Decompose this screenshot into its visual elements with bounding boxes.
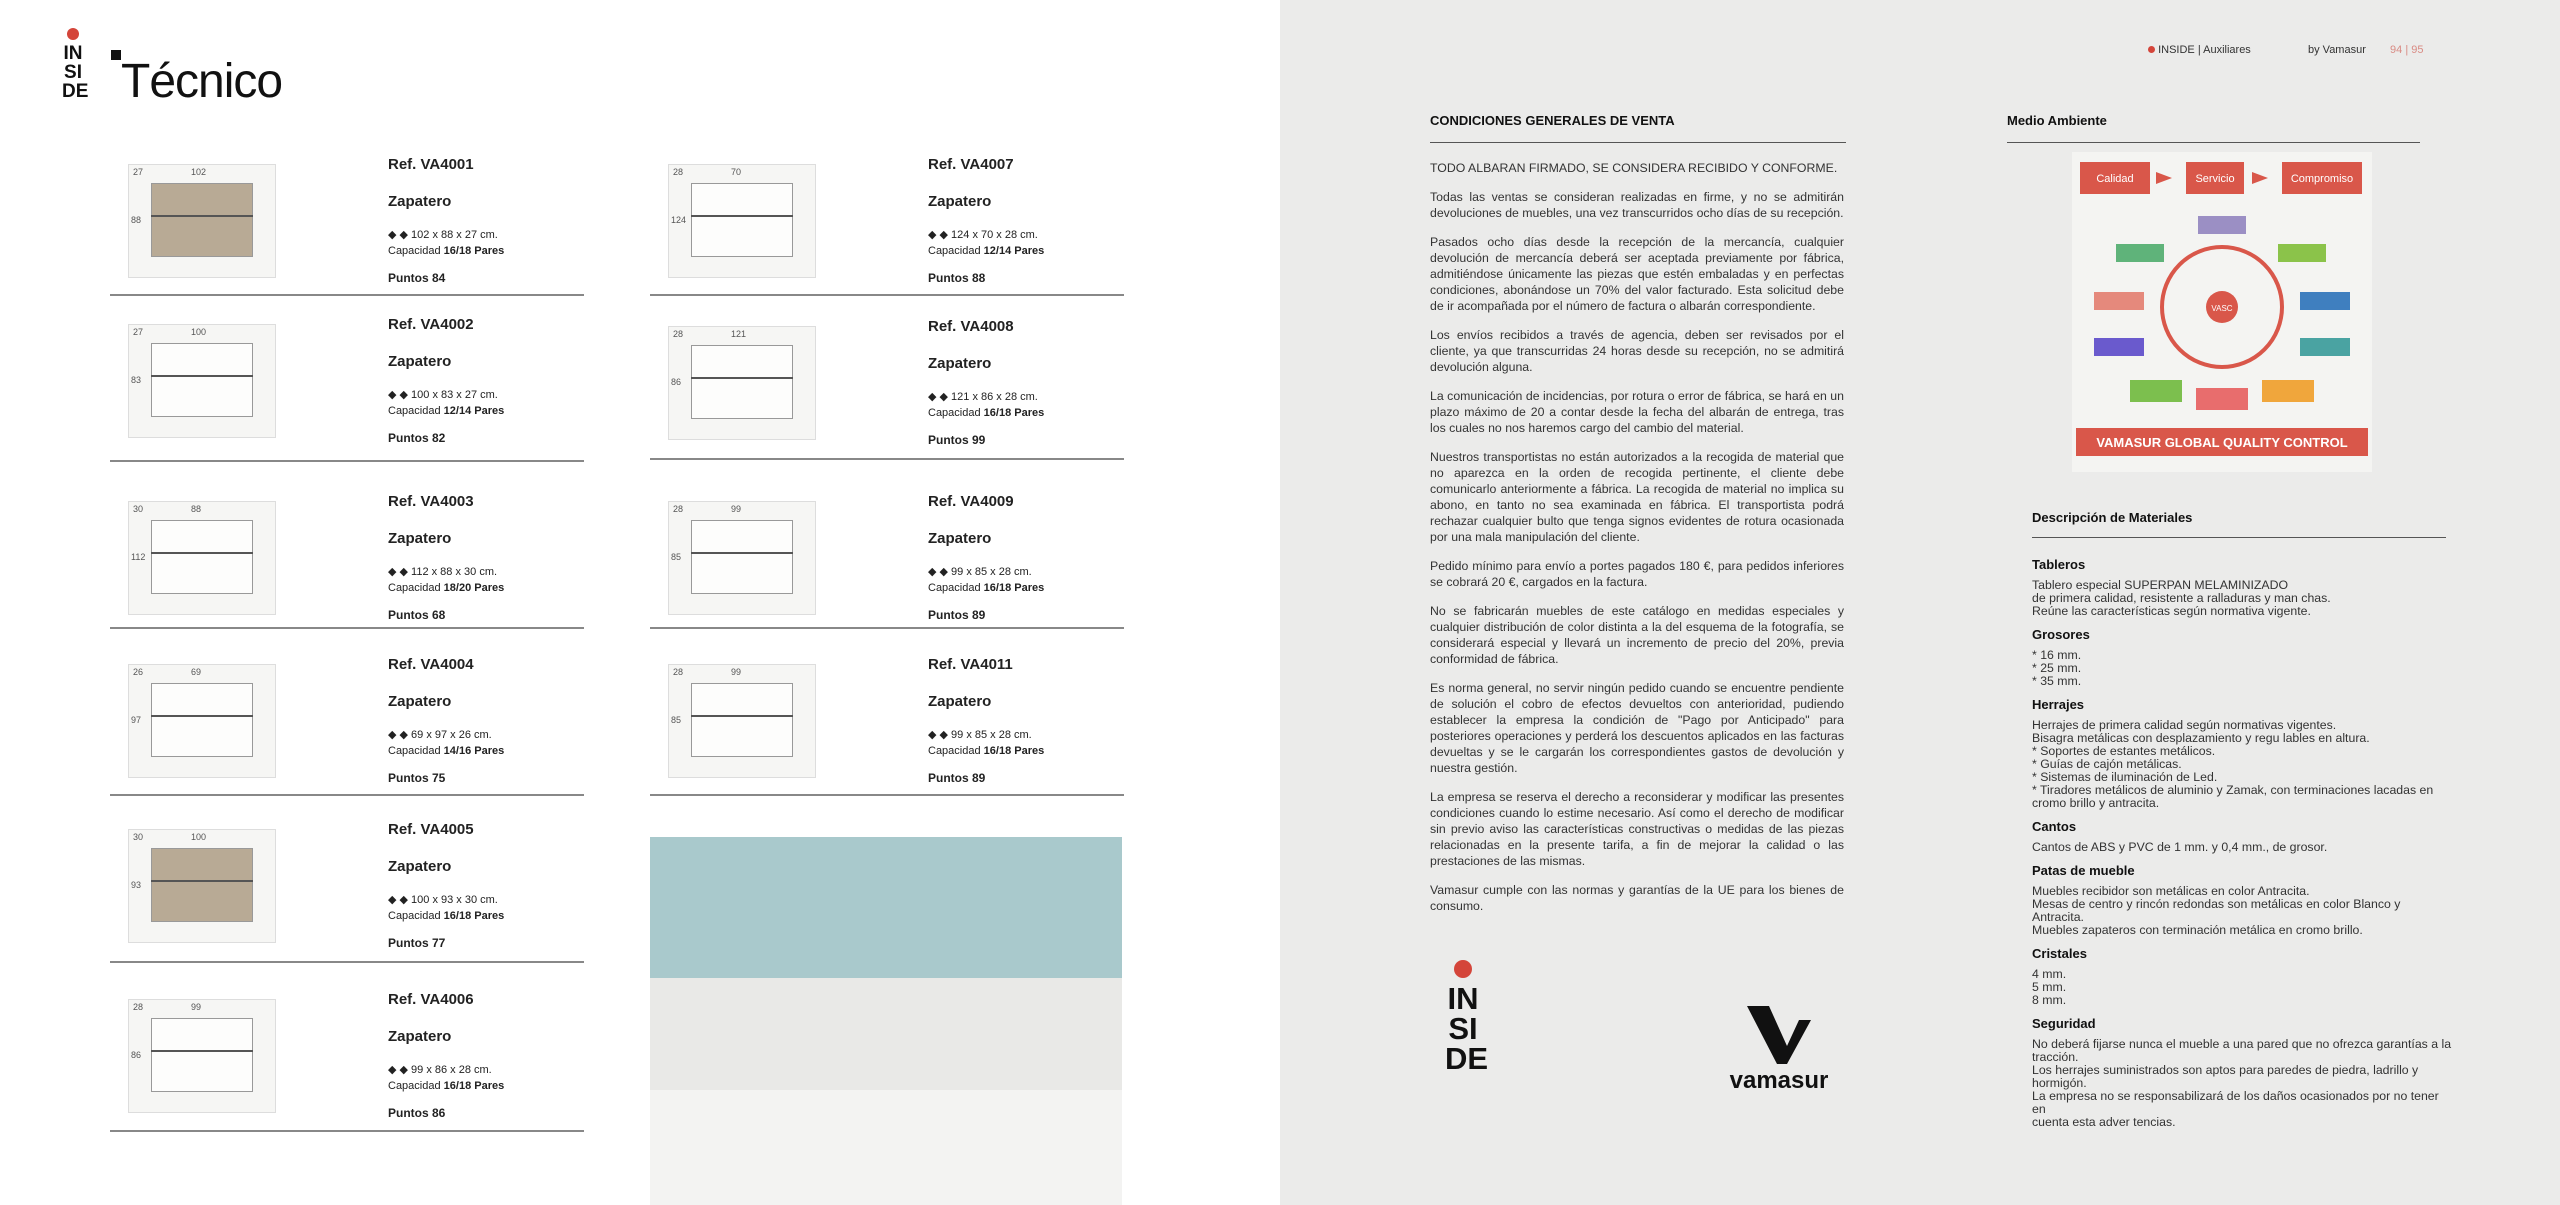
product-ref: Ref. VA4001 — [388, 156, 474, 173]
material-heading: Seguridad — [2032, 1016, 2096, 1031]
product-capacity: Capacidad 16/18 Pares — [928, 745, 1045, 757]
material-heading: Grosores — [2032, 627, 2090, 642]
dimensions-icon: ◆ ◆ — [388, 894, 412, 906]
page-numbers: 94 | 95 — [2390, 44, 2424, 56]
material-text: Tablero especial SUPERPAN MELAMINIZADO de primera calidad, resistente a ralladuras y man chas. Reúne las características según normativa vigente. — [2032, 578, 2331, 618]
height-label: 83 — [131, 375, 142, 385]
product-info — [388, 493, 504, 622]
product-dimensions: ◆ ◆ 99 x 86 x 28 cm. — [388, 1064, 492, 1076]
product-ref: Ref. VA4007 — [928, 156, 1014, 173]
condition-paragraph: TODO ALBARAN FIRMADO, SE CONSIDERA RECIBIDO Y CONFORME. — [1430, 161, 1838, 175]
product-type: Zapatero — [388, 353, 452, 370]
material-text: Herrajes de primera calidad según normativas vigentes. Bisagra metálicas con desplazamiento y regu lables en altura. * Soportes de estantes metálicos. * Guías de cajón metálicas. * Sistemas de iluminación de Led. * Tiradores metálicos de aluminio y Zamak, con terminaciones lacadas en cromo brillo y antracita. — [2032, 718, 2434, 810]
width-label: 102 — [191, 167, 207, 177]
width-label: 121 — [731, 329, 747, 339]
width-label: 69 — [191, 667, 202, 677]
depth-label: 28 — [673, 667, 684, 677]
product-card — [110, 815, 584, 963]
product-card — [110, 487, 584, 629]
product-card — [110, 650, 584, 796]
product-ref: Ref. VA4011 — [928, 656, 1013, 673]
product-points: Puntos 84 — [388, 271, 446, 285]
cabinet-drawing — [151, 1018, 253, 1092]
product-capacity: Capacidad 16/18 Pares — [928, 582, 1045, 594]
logo-dot-icon — [1454, 960, 1472, 978]
condition-paragraph: No se fabricarán muebles de este catálogo en medidas especiales y cualquier distribución de color distinta a la del esquema de la fotografía, se considerará especial y llevará un incremento de precio del 20%, previa conformidad de fábrica. — [1430, 604, 1844, 666]
condition-paragraph: Es norma general, no servir ningún pedido cuando se encuentre pendiente de solución el cobro de efectos devueltos con anterioridad, pudiendo establecer la empresa la condición de "Pago por Anticipado" para posteriores operaciones y perderá los descuentos aplicados en las facturas devueltas y se le cargarán los correspondientes gastos de devolución y nuestra gestión. — [1430, 681, 1844, 775]
svg-text:VAMASUR GLOBAL QUALITY CONTROL: VAMASUR GLOBAL QUALITY CONTROL — [2096, 435, 2348, 450]
product-points: Puntos 88 — [928, 271, 986, 285]
dimensions-icon: ◆ ◆ — [388, 229, 412, 241]
width-label: 88 — [191, 504, 202, 514]
swatch-blue — [650, 837, 1122, 978]
page-title: Técnico — [121, 55, 283, 108]
depth-label: 26 — [133, 667, 144, 677]
svg-text:Calidad: Calidad — [2096, 173, 2134, 185]
logo-dot-icon — [67, 28, 79, 40]
product-capacity: Capacidad 18/20 Pares — [388, 582, 505, 594]
environment-title: Medio Ambiente — [2007, 113, 2107, 128]
vamasur-logo: vamasur — [1714, 1006, 1844, 1095]
condition-paragraph: Todas las ventas se consideran realizadas en firme, y no se admitirán devoluciones de muebles, una vez transcurridos ocho días de su recepción. — [1430, 190, 1844, 220]
condition-paragraph: Pedido mínimo para envío a portes pagados 180 €, para pedidos inferiores se cobrará 20 €, cargados en la factura. — [1430, 559, 1844, 589]
condition-paragraph: Vamasur cumple con las normas y garantías de la UE para los bienes de consumo. — [1430, 883, 1844, 913]
product-image — [128, 829, 276, 943]
product-card — [650, 487, 1124, 629]
condition-paragraph: Pasados ocho días desde la recepción de la mercancía, cualquier devolución de mercancía deberá ser aceptada previamente por fábrica, admitiéndose únicamente las piezas que estén embaladas y en perfectas condiciones, abonándose un 70% del valor facturado. Esta solicitud debe de ir acompañada por el número de factura o albarán correspondiente. — [1430, 235, 1844, 313]
depth-label: 28 — [673, 167, 684, 177]
drawer-line — [151, 715, 253, 717]
height-label: 124 — [671, 215, 687, 225]
product-image — [128, 664, 276, 778]
product-dimensions: ◆ ◆ 112 x 88 x 30 cm. — [388, 566, 498, 578]
condition-paragraph: Los envíos recibidos a través de agencia, deben ser revisados por el cliente, ya que transcurridas 24 horas desde su recepción, no se admitirá devolución alguna. — [1430, 328, 1844, 374]
header-brand: INSIDE | Auxiliares — [2148, 44, 2251, 56]
product-points: Puntos 82 — [388, 431, 446, 445]
product-points: Puntos 77 — [388, 936, 446, 950]
material-heading: Cristales — [2032, 946, 2087, 961]
material-text: Muebles recibidor son metálicas en color Antracita. Mesas de centro y rincón redondas son metálicas en color Blanco y Antracita. Muebles zapateros con terminación metálica en cromo brillo. — [2032, 884, 2401, 937]
product-points: Puntos 89 — [928, 608, 986, 622]
product-capacity: Capacidad 16/18 Pares — [388, 245, 505, 257]
swatch-light — [650, 978, 1122, 1090]
cabinet-drawing — [151, 683, 253, 757]
dimensions-icon: ◆ ◆ — [928, 391, 952, 403]
width-label: 100 — [191, 327, 207, 337]
cabinet-drawing — [691, 345, 793, 419]
dimensions-icon: ◆ ◆ — [928, 566, 952, 578]
material-text: 4 mm. 5 mm. 8 mm. — [2032, 967, 2067, 1007]
width-label: 100 — [191, 832, 207, 842]
svg-text:VASC: VASC — [2211, 304, 2233, 313]
height-label: 85 — [671, 715, 682, 725]
product-info — [928, 656, 1044, 785]
product-card — [650, 150, 1124, 296]
cabinet-drawing — [691, 683, 793, 757]
materials-list — [2032, 548, 2452, 1129]
height-label: 88 — [131, 215, 142, 225]
product-type: Zapatero — [388, 1028, 452, 1045]
depth-label: 28 — [673, 504, 684, 514]
product-points: Puntos 86 — [388, 1106, 446, 1120]
product-info — [928, 493, 1044, 622]
product-image — [128, 999, 276, 1113]
dimensions-icon: ◆ ◆ — [388, 389, 412, 401]
drawer-line — [691, 552, 793, 554]
product-dimensions: ◆ ◆ 121 x 86 x 28 cm. — [928, 391, 1038, 403]
product-image — [128, 501, 276, 615]
svg-text:Compromiso: Compromiso — [2290, 173, 2354, 185]
product-info — [388, 821, 504, 950]
product-image — [128, 324, 276, 438]
product-capacity: Capacidad 12/14 Pares — [388, 405, 505, 417]
product-info — [928, 156, 1044, 285]
conditions-text — [1430, 160, 1844, 927]
product-card — [650, 312, 1124, 460]
product-ref: Ref. VA4002 — [388, 316, 474, 333]
drawer-line — [151, 375, 253, 377]
inside-bottom-logo: IN SI DE — [1445, 960, 1481, 1074]
title-square-icon — [111, 50, 121, 60]
material-heading: Herrajes — [2032, 697, 2085, 712]
height-label: 86 — [131, 1050, 142, 1060]
product-dimensions: ◆ ◆ 100 x 93 x 30 cm. — [388, 894, 498, 906]
width-label: 99 — [191, 1002, 202, 1012]
material-heading: Cantos — [2032, 819, 2077, 834]
product-type: Zapatero — [388, 193, 452, 210]
conditions-title: CONDICIONES GENERALES DE VENTA — [1430, 113, 1675, 128]
product-card — [110, 310, 584, 462]
material-heading: Patas de mueble — [2032, 863, 2135, 878]
dimensions-icon: ◆ ◆ — [928, 229, 952, 241]
header-by: by Vamasur — [2308, 44, 2366, 56]
dimensions-icon: ◆ ◆ — [928, 729, 952, 741]
condition-paragraph: Nuestros transportistas no están autorizados a la recogida de material que no aparezca en la orden de recogida pertinente, el cliente debe comunicarlo anteriormente a fábrica. La recogida de material no implica su abono, en tanto no sea examinada en fábrica. El transportista podrá rechazar cualquier bulto que tenga signos evidentes de rotura ocasionada por una mala manipulación del cliente. — [1430, 450, 1844, 544]
materials-title: Descripción de Materiales — [2032, 510, 2193, 525]
materials-rule — [2032, 537, 2446, 538]
inside-logo: IN SI DE — [62, 28, 84, 101]
dimensions-icon: ◆ ◆ — [388, 729, 412, 741]
product-points: Puntos 75 — [388, 771, 446, 785]
product-info — [388, 156, 504, 285]
material-text: No deberá fijarse nunca el mueble a una pared que no ofrezca garantías a la tracción. Los herrajes suministrados son aptos para paredes de piedra, ladrillo y hormigón. La empresa no se responsabilizará de los daños ocasionados por no tener en cuenta esta adver tencias. — [2032, 1037, 2452, 1129]
drawer-line — [151, 215, 253, 217]
depth-label: 30 — [133, 832, 144, 842]
swatch-white — [650, 1090, 1122, 1205]
product-type: Zapatero — [928, 355, 992, 372]
environment-rule — [2007, 142, 2420, 143]
product-image — [668, 326, 816, 440]
height-label: 97 — [131, 715, 142, 725]
product-points: Puntos 99 — [928, 433, 986, 447]
product-type: Zapatero — [388, 693, 452, 710]
product-image — [668, 501, 816, 615]
cabinet-drawing — [691, 183, 793, 257]
product-ref: Ref. VA4003 — [388, 493, 474, 510]
cabinet-drawing — [151, 520, 253, 594]
product-capacity: Capacidad 16/18 Pares — [928, 407, 1045, 419]
cabinet-drawing — [151, 848, 253, 922]
product-type: Zapatero — [928, 530, 992, 547]
drawer-line — [691, 215, 793, 217]
inside-mini-icon — [2148, 46, 2155, 53]
product-points: Puntos 68 — [388, 608, 446, 622]
product-points: Puntos 89 — [928, 771, 986, 785]
width-label: 70 — [731, 167, 742, 177]
product-type: Zapatero — [388, 530, 452, 547]
width-label: 99 — [731, 667, 742, 677]
height-label: 112 — [131, 552, 146, 562]
product-ref: Ref. VA4009 — [928, 493, 1014, 510]
condition-paragraph: La comunicación de incidencias, por rotura o error de fábrica, se hará en un plazo máximo de 20 a contar desde la fecha del albarán de entrega, tras los cuales no nos haremos cargo del cambio del material. — [1430, 389, 1844, 435]
conditions-rule — [1430, 142, 1846, 143]
product-dimensions: ◆ ◆ 99 x 85 x 28 cm. — [928, 729, 1032, 741]
product-info — [388, 991, 504, 1120]
product-capacity: Capacidad 14/16 Pares — [388, 745, 505, 757]
product-capacity: Capacidad 12/14 Pares — [928, 245, 1045, 257]
product-dimensions: ◆ ◆ 99 x 85 x 28 cm. — [928, 566, 1032, 578]
height-label: 93 — [131, 880, 142, 890]
product-type: Zapatero — [928, 193, 992, 210]
dimensions-icon: ◆ ◆ — [388, 1064, 412, 1076]
product-info — [388, 316, 504, 445]
depth-label: 30 — [133, 504, 144, 514]
product-capacity: Capacidad 16/18 Pares — [388, 1080, 505, 1092]
width-label: 99 — [731, 504, 742, 514]
product-card — [110, 150, 584, 296]
product-ref: Ref. VA4008 — [928, 318, 1014, 335]
height-label: 86 — [671, 377, 682, 387]
material-text: * 16 mm. * 25 mm. * 35 mm. — [2032, 648, 2082, 688]
condition-paragraph: La empresa se reserva el derecho a reconsiderar y modificar las presentes condiciones cuando lo estime necesario. Así como el derecho de modificar sin previo aviso las características constructivas o medidas de las piezas relacionadas en la presente tarifa, a fin de mejorar la calidad o las prestaciones de las mismas. — [1430, 790, 1844, 868]
product-info — [928, 318, 1044, 447]
height-label: 85 — [671, 552, 682, 562]
product-ref: Ref. VA4006 — [388, 991, 474, 1008]
product-ref: Ref. VA4004 — [388, 656, 474, 673]
product-card — [650, 650, 1124, 796]
product-type: Zapatero — [388, 858, 452, 875]
depth-label: 27 — [133, 327, 144, 337]
dimensions-icon: ◆ ◆ — [388, 566, 412, 578]
product-ref: Ref. VA4005 — [388, 821, 474, 838]
cabinet-drawing — [151, 343, 253, 417]
material-text: Cantos de ABS y PVC de 1 mm. y 0,4 mm., de grosor. — [2032, 840, 2328, 854]
material-heading: Tableros — [2032, 557, 2086, 572]
product-type: Zapatero — [928, 693, 992, 710]
drawer-line — [151, 880, 253, 882]
product-dimensions: ◆ ◆ 124 x 70 x 28 cm. — [928, 229, 1038, 241]
drawer-line — [691, 715, 793, 717]
drawer-line — [691, 377, 793, 379]
cabinet-drawing — [151, 183, 253, 257]
product-image — [668, 664, 816, 778]
quality-diagram — [2072, 152, 2372, 472]
product-dimensions: ◆ ◆ 102 x 88 x 27 cm. — [388, 229, 498, 241]
product-capacity: Capacidad 16/18 Pares — [388, 910, 505, 922]
svg-text:Servicio: Servicio — [2195, 173, 2235, 185]
depth-label: 28 — [133, 1002, 144, 1012]
drawer-line — [151, 552, 253, 554]
product-info — [388, 656, 504, 785]
product-card — [110, 985, 584, 1132]
vamasur-v-icon — [1747, 1006, 1811, 1064]
drawer-line — [151, 1050, 253, 1052]
cabinet-drawing — [691, 520, 793, 594]
product-image — [668, 164, 816, 278]
depth-label: 27 — [133, 167, 144, 177]
depth-label: 28 — [673, 329, 684, 339]
product-dimensions: ◆ ◆ 69 x 97 x 26 cm. — [388, 729, 492, 741]
product-dimensions: ◆ ◆ 100 x 83 x 27 cm. — [388, 389, 498, 401]
product-image — [128, 164, 276, 278]
